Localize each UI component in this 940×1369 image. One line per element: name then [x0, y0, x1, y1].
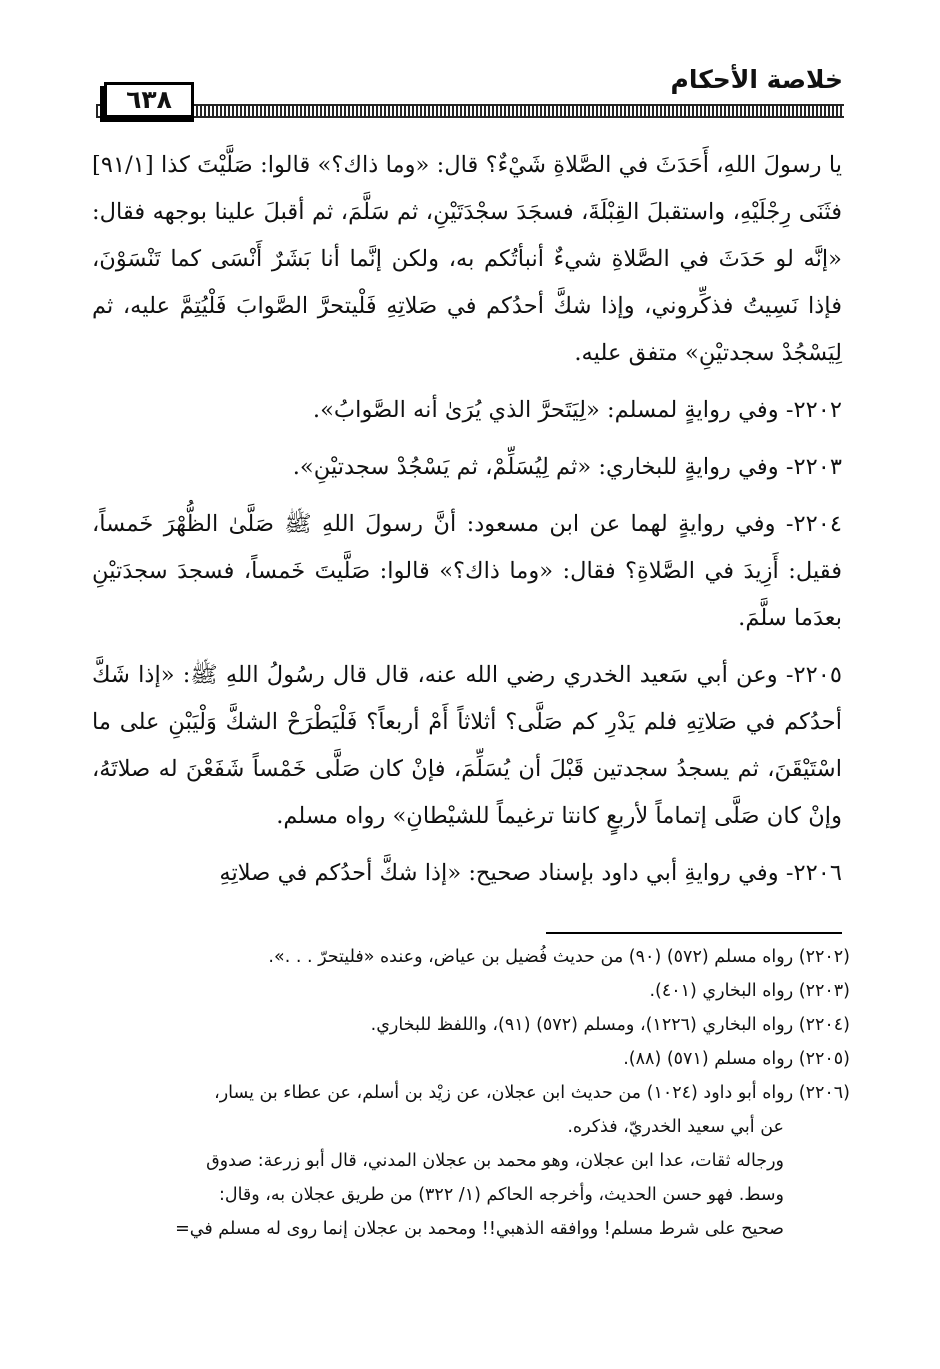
header-rule [96, 104, 844, 118]
footnote-2206-line3: ورجاله ثقات، عدا ابن عجلان، وهو محمد بن عجلان المدني، قال أبو زرعة: صدوق [206, 1151, 784, 1171]
hadith-2203: ٢٢٠٣- وفي روايةٍ للبخاري: «ثم لِيُسَلِّمْ، ثم يَسْجُدْ سجدتيْنِ». [292, 454, 842, 480]
footnote-2202: (٢٢٠٢) رواه مسلم (٥٧٢) (٩٠) من حديث فُضيل بن عياض، وعنده «فليتحرّ . . .». [268, 947, 850, 967]
footnote-2206-line4: وسط. فهو حسن الحديث، وأخرجه الحاكم (١/ ٣٢٢) من طريق عجلان به، وقال: [218, 1185, 784, 1205]
hadith-2206: ٢٢٠٦- وفي روايةِ أبي داود بإسناد صحيح: «إذا شكَّ أحدُكم في صلاتِهِ [219, 860, 842, 886]
footnotes [96, 940, 850, 1246]
hadith-2202: ٢٢٠٢- وفي روايةٍ لمسلم: «لِيَتَحرَّ الذي يُرَىٰ أنه الصَّوابُ». [312, 397, 842, 423]
book-title: خلاصة الأحكام [670, 65, 843, 94]
footnote-2205: (٢٢٠٥) رواه مسلم (٥٧١) (٨٨). [623, 1049, 850, 1069]
hadith-2205: ٢٢٠٥- وعن أبي سَعيد الخدري رضي الله عنه، قال قال رسُولُ اللهِ ﷺ: «إذا شَكَّ أحدُكم في صَلاتِهِ فلم يَدْرِ كم صَلَّى؟ أثلاثاً أَمْ أربعاً؟ فَلْيَطْرَحْ الشكَّ وَلْيَبْنِ على ما اسْتَيْقَنَ، ثم يسجدُ سجدتين قَبْلَ أن يُسَلِّمَ، فإنْ كان صَلَّى خَمْساً شَفَعْنَ له صلاتَهُ، وإنْ كان صَلَّى إتماماً لأربعٍ كانتا ترغيماً للشيْطانِ» رواه مسلم. [92, 662, 842, 829]
footnote-2204: (٢٢٠٤) رواه البخاري (١٢٢٦)، ومسلم (٥٧٢) (٩١)، واللفظ للبخاري. [370, 1015, 850, 1035]
footnote-separator [546, 932, 842, 934]
footnote-2203: (٢٢٠٣) رواه البخاري (٤٠١). [649, 981, 850, 1001]
footnote-2206-line5: صحيح على شرط مسلم! ووافقه الذهبي!! ومحمد بن عجلان إنما روى له مسلم في= [175, 1219, 784, 1239]
page-number: ٦٣٨ [104, 82, 194, 118]
paragraph-continuation: يا رسولَ اللهِ، أَحَدَثَ في الصَّلاةِ شَيْءٌ؟ قال: «وما ذاك؟» قالوا: صَلَّيْتَ كذا [٩١/١] فثَنَى رِجْلَيْهِ، واستقبلَ القِبْلَةَ، فسجَدَ سجْدَتَيْنِ، ثم سَلَّمَ، ثم أقبلَ علينا بوجهه فقال: «إنَّه لو حَدَثَ في الصَّلاةِ شيءٌ أنبأتُكم به، ولكن إنَّما أنا بَشَرٌ أَنْسَى كما تَنْسَوْنَ، فإذا نَسِيتُ فذكِّروني، وإذا شكَّ أحدُكم في صَلاتِهِ فَلْيتحرَّ الصَّوابَ فَلْيُتِمَّ عليه، ثم لِيَسْجُدْ سجدتيْنِ» متفق عليه. [92, 152, 842, 366]
footnote-2206: (٢٢٠٦) رواه أبو داود (١٠٢٤) من حديث ابن عجلان، عن زيْد بن أسلم، عن عطاء بن يسار، [214, 1083, 850, 1103]
main-text [92, 142, 842, 907]
hadith-2204: ٢٢٠٤- وفي روايةٍ لهما عن ابن مسعود: أنَّ رسولَ اللهِ ﷺ صَلَّىٰ الظُّهْرَ خَمساً، فقيل: أَزِيدَ في الصَّلاةِ؟ فقال: «وما ذاك؟» قالوا: صَلَّيتَ خَمساً، فسجدَ سجدَتيْنِ بعدَما سلَّمَ. [92, 511, 842, 631]
footnote-2206-line2: عن أبي سعيد الخدريّ، فذكره. [567, 1117, 784, 1137]
